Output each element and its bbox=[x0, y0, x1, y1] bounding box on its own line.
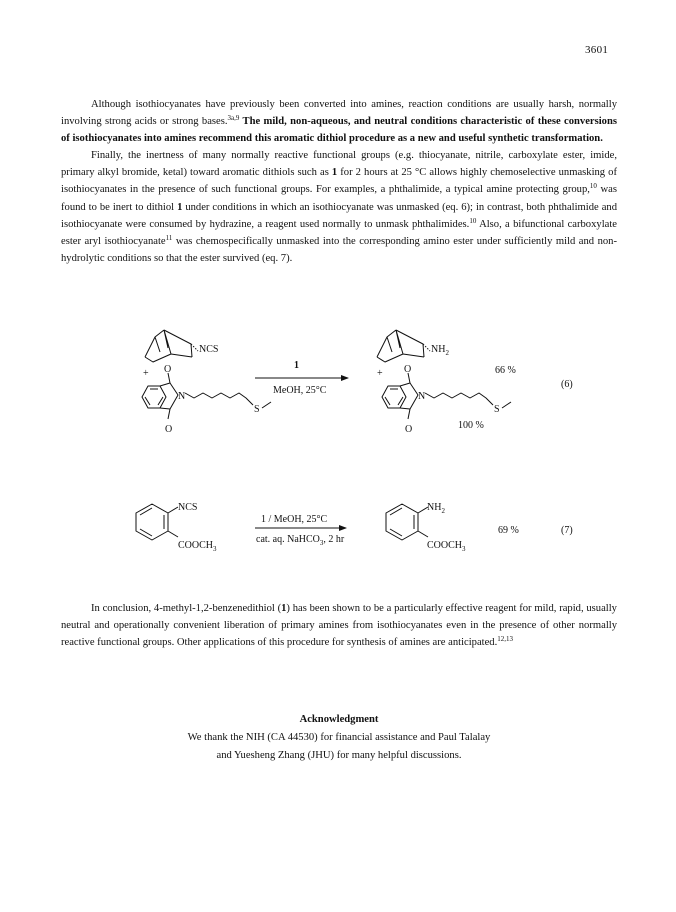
product-amine-label: $NH_2$ bbox=[427, 502, 445, 515]
recovered-phthalimide-structure bbox=[382, 373, 511, 419]
acknowledgment-line-2: and Yuesheng Zhang (JHU) for many helpful discussions. bbox=[216, 749, 462, 761]
carbonyl-oxygen-label: O bbox=[404, 364, 412, 375]
amino-ester-structure bbox=[386, 504, 428, 540]
acknowledgment-heading: Acknowledgment bbox=[299, 714, 379, 725]
paragraph-3-text-a: In conclusion, 4-methyl-1,2-benzenedithiol ( bbox=[91, 603, 282, 614]
sulfur-label: S bbox=[494, 404, 500, 415]
reaction-conditions: MeOH, 25°C bbox=[273, 385, 327, 396]
amino-ester-yield: 69 % bbox=[498, 525, 519, 536]
sulfur-label: S bbox=[254, 404, 260, 415]
imide-nitrogen-label: N bbox=[418, 391, 426, 402]
reagent-number: 1 bbox=[294, 360, 299, 371]
reaction-conditions-base: cat. aq. NaHCO$_3$, 2 hr bbox=[256, 534, 345, 547]
carbonyl-oxygen-label: O bbox=[405, 424, 413, 435]
compound-number: 1 bbox=[331, 167, 338, 179]
paragraph-2-text-e: Also, a bifunctional carboxylate ester aryl isothiocyanate bbox=[61, 218, 617, 247]
carbonyl-oxygen-label: O bbox=[164, 364, 172, 375]
compound-number: 1 bbox=[281, 603, 287, 614]
paragraph-2-text-d: under conditions in which an isothiocyanate was unmasked (eq. 6); in contrast, both phthalimide and isothiocyanate were consumed by hydrazine, a reagent used normally to unmask phthalimides. bbox=[61, 201, 617, 230]
reactant-ncs-label: NCS bbox=[199, 344, 219, 355]
paragraph-2-text-b: for 2 hours at 25 °C allows highly chemoselective unmasking of isothiocyanates in the presence of such functional groups. For examples, a phthalimide, a typical amine protecting group, bbox=[61, 167, 617, 196]
equation-number-7: (7) bbox=[561, 525, 573, 536]
paragraph-2-text-f: was chemospecifically unmasked into the corresponding amino ester under sufficiently mild and non-hydrolytic conditions so that the ester survived (eq. 7). bbox=[61, 235, 618, 264]
reactant-ncs-label: NCS bbox=[178, 502, 198, 513]
reference-superscript: 10 bbox=[589, 182, 597, 191]
plus-sign: + bbox=[377, 368, 383, 379]
paragraph-2-text-a: Finally, the inertness of many normally reactive functional groups (e.g. thiocyanate, nitrile, carboxylate ester, imide, primary alkyl bromide, ketal) toward aromatic dithiols such as bbox=[61, 150, 617, 179]
phthalimide-yield: 100 % bbox=[458, 420, 484, 431]
paragraph-3-text-b: ) has been shown to be a particularly effective reagent for mild, rapid, usually neutral and operationally convenient liberation of primary amines from isothiocyanates even in the presence of other normally reactive functional groups. Other applications of this procedure for synthesis of amines are anticipated. bbox=[61, 603, 617, 649]
reference-superscript: 3a,9 bbox=[227, 114, 240, 123]
paragraph-1-text: Although isothiocyanates have previously been converted into amines, reaction conditions are usually harsh, normally involving strong acids or strong bases. bbox=[61, 99, 617, 128]
norbornylamine-structure bbox=[377, 330, 430, 362]
reference-superscript: 10 bbox=[469, 216, 477, 225]
reaction-conditions: 1 / MeOH, 25°C bbox=[261, 514, 328, 525]
paragraph-3 bbox=[61, 600, 617, 651]
plus-sign: + bbox=[143, 368, 149, 379]
paragraph-2-text-c: was found to be inert to dithiol bbox=[61, 184, 617, 213]
paragraph-1-bold-text: The mild, non-aqueous, and neutral conditions characteristic of these conversions of isothiocyanates into amines recommend this aromatic dithiol procedure as a new and useful synthetic transformation. bbox=[61, 116, 617, 145]
compound-number: 1 bbox=[177, 201, 183, 213]
equation-number-6: (6) bbox=[561, 379, 573, 390]
reference-superscript: 11 bbox=[165, 233, 173, 242]
reference-superscript: 12,13 bbox=[497, 635, 514, 644]
phthalimide-structure bbox=[142, 373, 271, 419]
ester-label: $COOCH_3$ bbox=[427, 540, 466, 553]
product-amine-label: $NH_2$ bbox=[431, 344, 449, 357]
acknowledgment-text bbox=[61, 729, 617, 764]
equation-7 bbox=[136, 502, 573, 553]
body-text-conclusion bbox=[61, 600, 617, 651]
aryl-isothiocyanate-structure bbox=[136, 504, 178, 540]
amine-yield: 66 % bbox=[495, 365, 516, 376]
carbonyl-oxygen-label: O bbox=[165, 424, 173, 435]
page-number: 3601 bbox=[585, 44, 609, 56]
norbornane-structure bbox=[145, 330, 198, 362]
equation-6 bbox=[142, 330, 573, 435]
imide-nitrogen-label: N bbox=[178, 391, 186, 402]
ester-label: $COOCH_3$ bbox=[178, 540, 217, 553]
acknowledgment-line-1: We thank the NIH (CA 44530) for financial assistance and Paul Talalay bbox=[187, 732, 491, 743]
